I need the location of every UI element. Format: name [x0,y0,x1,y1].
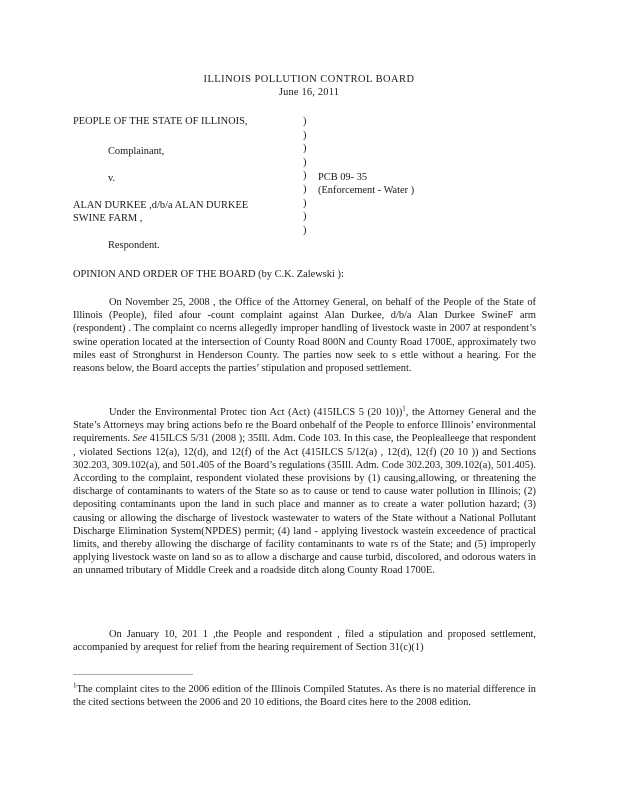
footnote-separator [73,674,193,675]
footnote [73,683,536,709]
paragraph-2 [73,406,536,578]
paragraph-3-text: On January 10, 201 1 ,the People and respondent , filed a stipulation and proposed settlement, accompanied by arequest for relief from the hearing requirement of Section 31(c)(1) [73,629,536,654]
footnote-reference: 1 [402,404,406,413]
paragraph-1-text: On November 25, 2008 , the Office of the Attorney General, on behalf of the People of the State of Illinois (People), filed afour -count complaint against Alan Durkee, d/b/a Alan Durkee SwineF arm (respondent) . The complaint co ncerns allegedly improper handling of livestock waste in 2007 at respondent’s swine operation located at the intersection of County Road 800N and County Road 1700E, approximately two miles east of Stronghurst in Henderson County. The parties now seek to s ettle without a hearing. For the reasons below, the Board accepts the parties’ stipulation and proposed settlement. [73,297,536,375]
paragraph-1 [73,296,536,375]
caption-bracket [303,115,313,237]
respondent-role: Respondent. [108,240,160,251]
bracket-mark: ) [303,183,307,195]
bracket-mark: ) [303,143,307,155]
case-type: (Enforcement - Water ) [318,185,415,196]
decision-date: June 16, 2011 [278,87,340,99]
bracket-mark: ) [303,156,307,168]
complainant-role: Complainant, [108,146,165,157]
paragraph-3 [73,628,536,654]
respondent-line-2: SWINE FARM , [73,213,143,224]
paragraph-2-text-b: , the Attorney General and the State’s Attorneys may bring actions befo re the Board onbehalf of the People to enforce Illinois’ environmental requirements. [73,407,536,445]
footnote-text: The complaint cites to the 2006 edition of the Illinois Compiled Statutes. As there is no material difference in the cited sections between the 2006 and 20 10 editions, the Board cites here to the 2008 edition. [73,684,536,709]
paragraph-2-text-a: Under the Environmental Protec tion Act (Act) (415ILCS 5 (20 10)) [109,407,403,418]
board-name: ILLINOIS POLLUTION CONTROL BOARD [203,74,415,85]
see-signal: See [132,433,147,445]
opinion-heading: OPINION AND ORDER OF THE BOARD (by C.K. Zalewski ): [73,269,344,280]
case-number: PCB 09- 35 [318,172,368,183]
versus-label: v. [108,173,116,184]
bracket-mark: ) [303,197,307,209]
paragraph-2-text-c: 415ILCS 5/31 (2008 ); 35Ill. Adm. Code 103. In this case, the Peoplealleege that respondent , violated Sections 12(a), 12(d), and 12(f) of the Act (415ILCS 5/12(a) , 12(d), 12(f) (20 10 )) and Sections 302.203, 309.102(a), and 501.405 of the Board’s regulations (35Ill. Adm. Code 302.203, 309.102(a), 501.405). According to the complaint, respondent violated these provisions by (1) causing,allowing, or threatening the discharge of contaminants to waters of the State so as to cause or tend to cause water pollution in Illinois; (2) depositing contaminants upon the land in such place and manner as to create a water pollution hazard; (3) causing or allowing the discharge of livestock wastewater to waters of the State without a National Pollutant Discharge Elimination System(NPDES) permit; (4) land - applying livestock wastein exceedence of practical limits, and thereby allowing the discharge of facility contaminants to wate rs of the State; and (5) improperly applying livestock waste on land so as to allow a discharge and cause turbid, discolored, and odorous waters in an unnamed tributary of Middle Creek and a roadside ditch along County Road 1700E. [73,433,536,577]
bracket-mark: ) [303,224,307,236]
respondent-line-1: ALAN DURKEE ,d/b/a ALAN DURKEE [73,200,249,211]
bracket-mark: ) [303,129,307,141]
bracket-mark: ) [303,170,307,182]
bracket-mark: ) [303,211,307,223]
board-title [0,73,618,99]
footnote-marker: 1 [73,681,77,690]
bracket-mark: ) [303,116,307,127]
complainant-party: PEOPLE OF THE STATE OF ILLINOIS, [73,116,248,127]
